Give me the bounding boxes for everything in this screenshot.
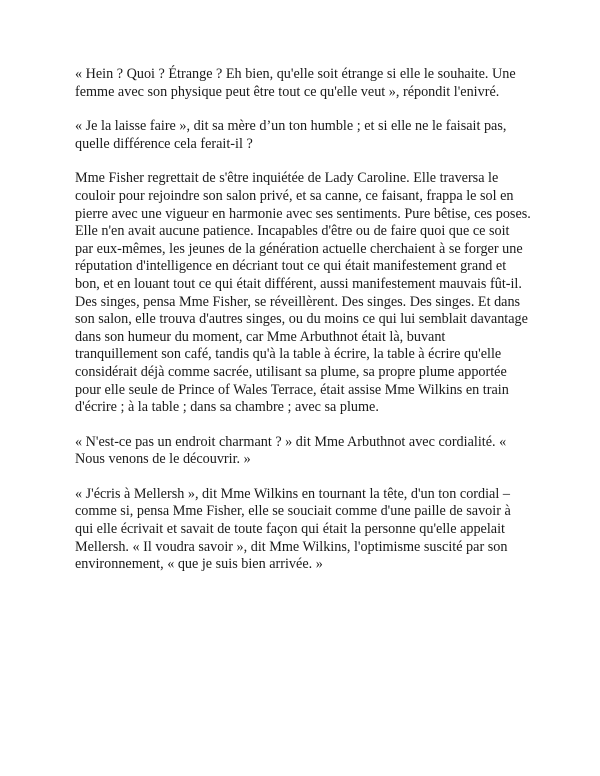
paragraph-5: « J'écris à Mellersh », dit Mme Wilkins en tournant la tête, d'un ton cordial – comme si, pensa Mme Fisher, elle se souciait comme d'une paille de savoir à qui elle écrivait et savait de toute façon qui était la personne qu'elle appelait Mellersh. « Il voudra savoir », dit Mme Wilkins, l'optimisme suscité par son environnement, « que je suis bien arrivée. »	[75, 485, 511, 573]
paragraph-1: « Hein ? Quoi ? Étrange ? Eh bien, qu'elle soit étrange si elle le souhaite. Une femme avec son physique peut être tout ce qu'elle veut », répondit l'enivré.	[75, 66, 516, 100]
paragraph-4: « N'est-ce pas un endroit charmant ? » dit Mme Arbuthnot avec cordialité. « Nous venons de le découvrir. »	[75, 433, 507, 468]
paragraph-3: Mme Fisher regrettait de s'être inquiétée de Lady Caroline. Elle traversa le couloir pour rejoindre son salon privé, et sa canne, ce faisant, frappa le sol en pierre avec une vigueur en harmonie avec ses sentiments. Pure bêtise, ces poses. Elle n'en avait aucune patience. Incapables d'être ou de faire quoi que ce soit par eux-mêmes, les jeunes de la génération actuelle cherchaient à se forger une réputation d'intelligence en décriant tout ce qui était manifestement grand et bon, et en louant tout ce qui était différent, aussi manifestement mauvais fût-il. Des singes, pensa Mme Fisher, se réveillèrent. Des singes. Des singes. Et dans son salon, elle trouva d'autres singes, ou du moins ce qui lui semblait davantage dans son humeur du moment, car Mme Arbuthnot était là, buvant tranquillement son café, tandis qu'à la table à écrire, la table à écrire qu'elle considérait déjà comme sacrée, utilisant sa plume, sa propre plume apportée pour elle seule de Prince of Wales Terrace, était assise Mme Wilkins en train d'écrire ; à la table ; dans sa chambre ; avec sa plume.	[75, 170, 531, 416]
paragraph-2: « Je la laisse faire », dit sa mère d’un ton humble ; et si elle ne le faisait pas, quelle différence cela ferait-il ?	[75, 118, 507, 152]
body-text	[75, 66, 531, 591]
